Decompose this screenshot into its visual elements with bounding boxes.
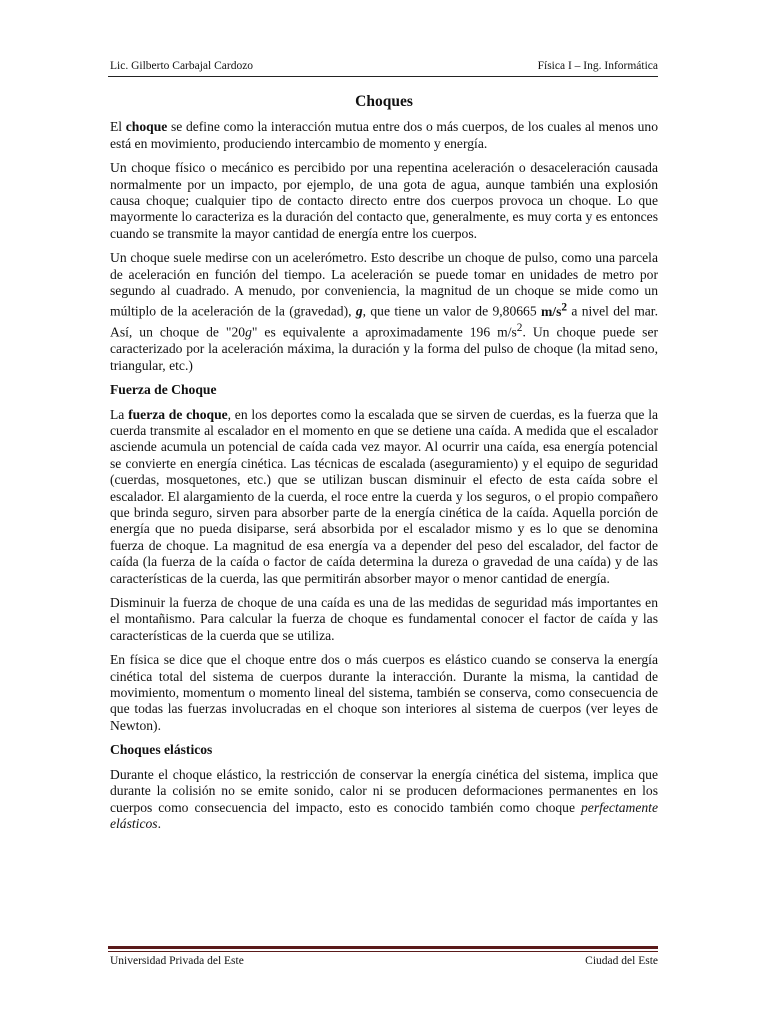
text-span: " es equivalente a aproximadamente 196 m/s — [251, 324, 517, 340]
text-span: se define como la interacción mutua entre dos o más cuerpos, de los cuales al menos uno está en movimiento, produciendo intercambio de momento y energía. — [110, 119, 658, 151]
header-course: Física I – Ing. Informática — [537, 60, 658, 72]
text-span: Un choque suele medirse con un acelerómetro. Esto describe un choque de pulso, como una parcela de aceleración en función del tiempo. La aceleración se puede tomar en unidades de metro por segundo al cuadrado. A menudo, por conveniencia, la magnitud de un choque se mide como un múltiplo de la aceleración de la (gravedad), — [110, 250, 658, 319]
paragraph-definition — [110, 119, 658, 152]
text-span: , que tiene un valor de 9,80665 — [362, 304, 541, 319]
header-author: Lic. Gilberto Carbajal Cardozo — [110, 60, 254, 72]
symbol-g: g — [245, 324, 252, 340]
text-span: a nivel del mar. Así, un choque de "20 — [110, 304, 658, 340]
heading-fuerza-de-choque: Fuerza de Choque — [110, 382, 217, 398]
exponent: 2 — [516, 322, 523, 335]
bold-term-fuerza: fuerza de choque — [128, 406, 228, 422]
bold-term-choque: choque — [125, 119, 168, 135]
footer-rule-thick — [108, 946, 658, 949]
header-rule — [108, 76, 658, 77]
paragraph-montanismo: Disminuir la fuerza de choque de una caída es una de las medidas de seguridad más importantes en el montañismo. Para calcular la fuerza de choque es fundamental conocer el factor de caída y las características de la cuerda que se utiliza. — [110, 595, 658, 643]
heading-choques-elasticos: Choques elásticos — [110, 742, 213, 758]
paragraph-fuerza-de-choque — [110, 407, 658, 587]
text-span: Durante el choque elástico, la restricción de conservar la energía cinética del sistema, implica que durante la colisión no se emite sonido, calor ni se producen deformaciones permanentes en los cuerpos como consecuencia del impacto, esto es conocido también como choque — [110, 766, 658, 815]
text-span: . — [157, 815, 161, 831]
italic-term: perfectamente elásticos — [110, 799, 658, 831]
paragraph-choque-elastico-fisica: En física se dice que el choque entre dos o más cuerpos es elástico cuando se conserva la energía cinética total del sistema de cuerpos durante la interacción. Durante la misma, la cantidad de movimiento, momentum o momento lineal del sistema, también se conserva, como consecuencia de que todas las fuerzas involucradas en el choque son interiores al sistema de cuerpos (ver leyes de Newton). — [110, 652, 658, 733]
text-span: El — [110, 119, 126, 135]
paragraph-choque-elastico — [110, 767, 658, 833]
document-body — [110, 94, 658, 840]
page-footer — [108, 955, 658, 971]
document-title: Choques — [355, 93, 413, 110]
paragraph-physical-shock: Un choque físico o mecánico es percibido por una repentina aceleración o desaceleración causada normalmente por un impacto, por ejemplo, de una gota de agua, aunque también una explosión causa choque; cualquier tipo de contacto directo entre dos cuerpos provoca un choque. Lo que mayormente lo caracteriza es la duración del contacto que, generalmente, es muy corta y es entonces cuando se transmite la mayor cantidad de energía entre los cuerpos. — [110, 160, 658, 241]
paragraph-accelerometer — [110, 250, 658, 374]
footer-university: Universidad Privada del Este — [110, 955, 244, 967]
text-span: La — [110, 406, 129, 422]
text-span: . Un choque puede ser caracterizado por la aceleración máxima, la duración y la forma del pulso de choque (la mitad seno, triangular, etc.) — [110, 324, 659, 373]
symbol-g: g — [355, 304, 363, 319]
page-header — [108, 58, 658, 76]
footer-rule-thin — [108, 951, 658, 952]
footer-city: Ciudad del Este — [585, 955, 658, 967]
unit-ms2: $m/s^2$ — [540, 301, 568, 319]
text-span: , en los deportes como la escalada que se sirven de cuerdas, es la fuerza que la cuerda transmite al escalador en el momento en que se detiene una caída. A medida que el escalador asciende acumula un potencial de caída cada vez mayor. Al ocurrir una caída, esa energía potencial se convierte en energía cinética. Las técnicas de escalada (aseguramiento) y el equipo de seguridad (cuerdas, mosquetones, etc.) que se utilizan buscan disminuir el efecto de esta caída sobre el escalador. El alargamiento de la cuerda, el roce entre la cuerda y los seguros, o el propio compañero que brinda seguro, sirven para absorber parte de la energía cinética de la caída. Aquella porción de energía que no pueda disiparse, será absorbida por el escalador mismo y es lo que se denomina fuerza de choque. La magnitud de esa energía va a depender del peso del escalador, del factor de caída (la fuerza de la caída o factor de caída determina la dureza o gravedad de una caída) y de las características de la cuerda, las que permitirán absorber mayor o menor cantidad de energía. — [110, 406, 658, 586]
